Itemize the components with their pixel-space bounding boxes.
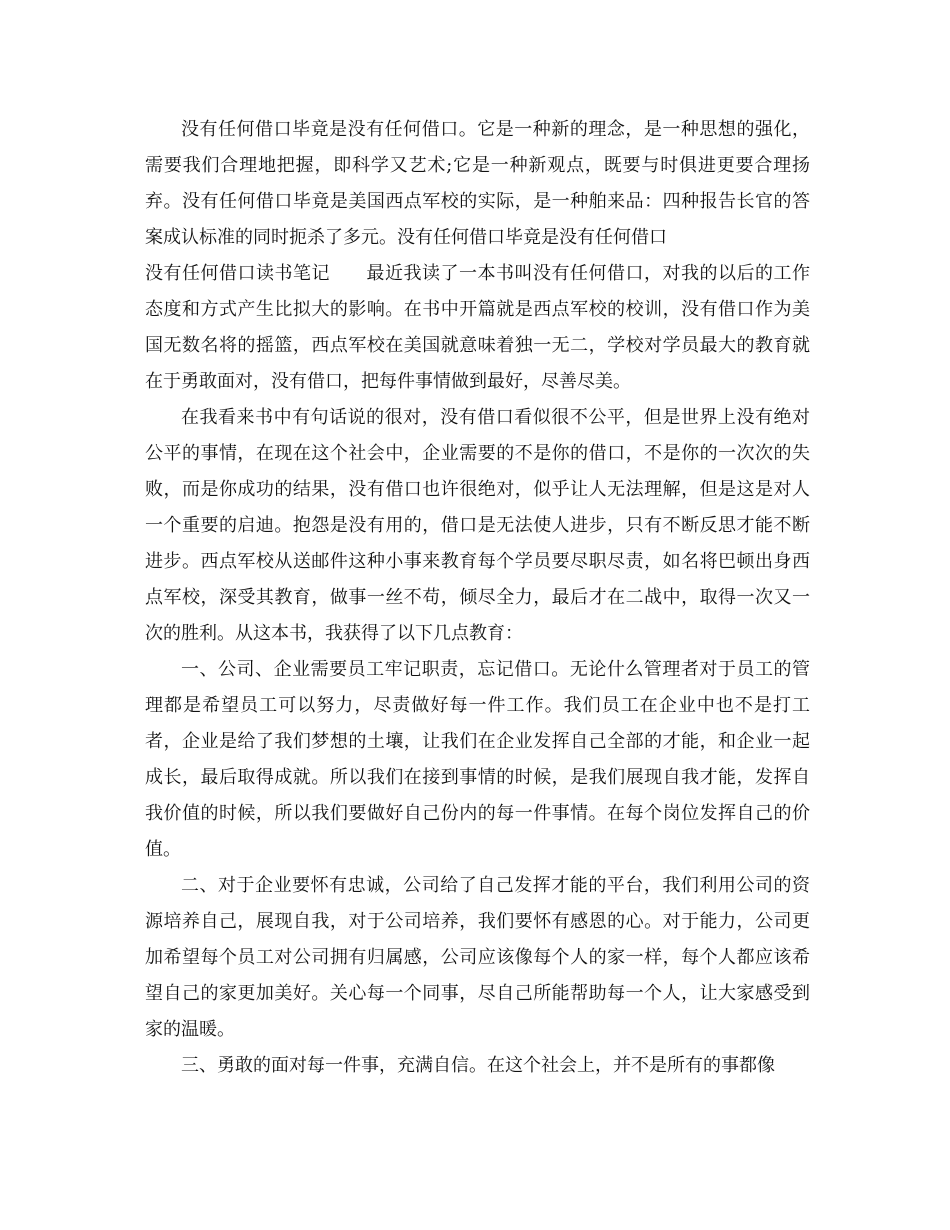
notes-opening: 最近我读了一本书叫没有任何借口，对我的以后的工作态度和方式产生比拟大的影响。在书中开篇就是西点军校的校训，没有借口作为美国无数名将的摇篮，西点军校在美国就意味着独一无二，学校对学员最大的教育就在于勇敢面对，没有借口，把每件事情做到最好，尽善尽美。 xyxy=(145,263,810,392)
document-body xyxy=(145,112,810,1084)
notes-title: 没有任何借口读书笔记 xyxy=(145,263,330,284)
paragraph-point-one: 一、公司、企业需要员工牢记职责，忘记借口。无论什么管理者对于员工的管理都是希望员工可以努力，尽责做好每一件工作。我们员工在企业中也不是打工者，企业是给了我们梦想的土壤，让我们在企业发挥自己全部的才能，和企业一起成长，最后取得成就。所以我们在接到事情的时候，是我们展现自我才能，发挥自我价值的时候，所以我们要做好自己份内的每一件事情。在每个岗位发挥自己的价值。 xyxy=(145,659,810,860)
paragraph-reading-notes xyxy=(145,256,810,400)
paragraph-point-three: 三、勇敢的面对每一件事，充满自信。在这个社会上，并不是所有的事都像 xyxy=(181,1055,775,1076)
paragraph-opinion: 在我看来书中有句话说的很对，没有借口看似很不公平，但是世界上没有绝对公平的事情，在现在这个社会中，企业需要的不是你的借口，不是你的一次次的失败，而是你成功的结果，没有借口也许很绝对，似乎让人无法理解，但是这是对人一个重要的启迪。抱怨是没有用的，借口是无法使人进步，只有不断反思才能不断进步。西点军校从送邮件这种小事来教育每个学员要尽职尽责，如名将巴顿出身西点军校，深受其教育，做事一丝不苟，倾尽全力，最后才在二战中，取得一次又一次的胜利。从这本书，我获得了以下几点教育： xyxy=(145,407,810,644)
paragraph-intro: 没有任何借口毕竟是没有任何借口。它是一种新的理念，是一种思想的强化，需要我们合理地把握，即科学又艺术;它是一种新观点，既要与时俱进更要合理扬弃。没有任何借口毕竟是美国西点军校的实际，是一种舶来品：四种报告长官的答案成认标准的同时扼杀了多元。没有任何借口毕竟是没有任何借口 xyxy=(145,119,810,248)
paragraph-point-two: 二、对于企业要怀有忠诚，公司给了自己发挥才能的平台，我们利用公司的资源培养自己，展现自我，对于公司培养，我们要怀有感恩的心。对于能力，公司更加希望每个员工对公司拥有归属感，公司应该像每个人的家一样，每个人都应该希望自己的家更加美好。关心每一个同事，尽自己所能帮助每一个人，让大家感受到家的温暖。 xyxy=(145,875,810,1040)
